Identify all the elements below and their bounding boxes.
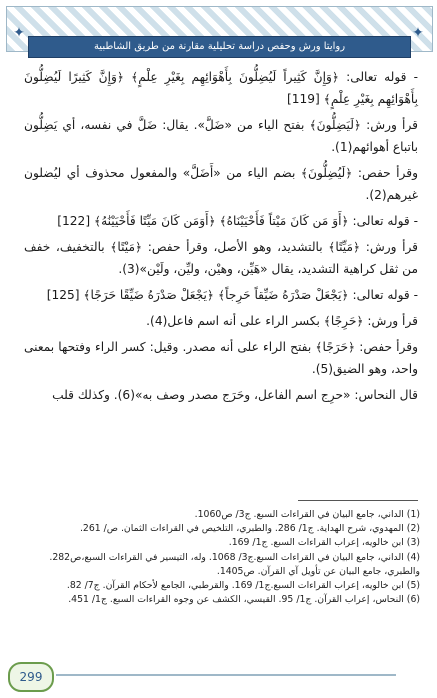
ornament-right-icon: ✦: [412, 25, 424, 41]
footnote-6: (6) النحاس، إعراب القرآن. ج1/ 95. القيسي، الكشف عن وجوه القراءات السبع. ج1/ 451.: [68, 594, 420, 606]
running-header-title: روايتا ورش وحفص دراسة تحليلية مقارنة من طريق الشاطبية: [28, 36, 411, 58]
verse-paragraph-122: - قوله تعالى: ﴿أَوَ مَن كَانَ مَيْتاً فَأَحْيَيْنَاهُ﴾ ﴿أَوَمَن كَانَ مَيِّتًا فَأَحْيَيْنَٰهُ﴾ [122]: [24, 210, 418, 232]
ornament-left-icon: ✦: [13, 25, 25, 41]
warsh-harij-paragraph: قرأ ورش: ﴿حَرِجًا﴾ بكسر الراء على أنه اسم فاعل(4).: [146, 314, 418, 328]
verse-paragraph-119: - قوله تعالى: ﴿وَإِنَّ كَثِيراً لَيُضِلُّونَ بِأَهْوَائِهِم بِغَيْرِ عِلْمٍ﴾ ﴿وَإِنَّ كَثِيرًا لَيُضِلُّونَ بِأَهْوَائِهِم بِغَيْرِ عِلْمٍ﴾ [119]: [24, 66, 418, 110]
warsh-hafs-reading-paragraph: قرأ ورش: ﴿مَيِّتًا﴾ بالتشديد، وهو الأصل، وقرأ حفص: ﴿مَيْتًا﴾ بالتخفيف، خفف من ثقل كراهية التشديد، يقال «هَيِّن، وهيْن، وليِّن، ولَيْن»(3).: [24, 240, 418, 276]
verse-paragraph-125: - قوله تعالى: ﴿يَجْعَلْ صَدْرَهُ ضَيِّقاً حَرِجاً﴾ ﴿يَجْعَلْ صَدْرَهُ ضَيِّقًا حَرَجًا﴾ [125]: [24, 284, 418, 306]
page-number: 299: [8, 662, 54, 692]
footnote-separator: [298, 500, 418, 501]
page-body: [24, 66, 418, 410]
warsh-reading-paragraph: قرأ ورش: ﴿لَيَضِلُّونَ﴾ بفتح الياء من «ضَلَّ». يقال: ضَلَّ في نفسه، أي يَضِلُّون باتباع أهوائهم(1).: [24, 118, 418, 154]
hafs-haraj-paragraph: وقرأ حفص: ﴿حَرَجًا﴾ بفتح الراء على أنه مصدر. وقيل: كسر الراء وفتحها بمعنى واحد، وهو الضيق(5).: [24, 340, 418, 376]
footnote-5: (5) ابن خالويه، إعراب القراءات السبع.ج1/ 169. والقرطبي، الجامع لأحكام القرآن. ج7/ 82.: [66, 580, 420, 592]
footnote-2: (2) المهدوي، شرح الهداية. ج1/ 286. والطبري، التلخيص في القراءات الثمان. ص/ 261.: [79, 523, 420, 535]
footnote-3: (3) ابن خالويه، إعراب القراءات السبع. ج1/ 169.: [228, 537, 420, 549]
hafs-reading-paragraph: وقرأ حفص: ﴿لَيُضِلُّونَ﴾ بضم الياء من «أَضَلَّ» والمفعول محذوف أي ليُضلون غيرهم(2).: [24, 166, 418, 202]
footnote-1: (1) الداني، جامع البيان في القراءات السبع. ج3/ ص1060.: [194, 509, 420, 520]
nahhas-quote-paragraph: قال النحاس: «حرِج اسم الفاعل، وحَرَج مصدر وصف به»(6). وكذلك قلب: [52, 388, 418, 402]
bottom-decorative-rule: [56, 674, 396, 676]
footnote-4: (4) الداني، جامع البيان في القراءات السبع.ج3/ 1068. وله، التيسير في القراءات السبع،ص282. والطبري، جامع البيان عن تأويل آي القرآن. ص1405.: [49, 551, 420, 577]
footnotes: [20, 508, 420, 607]
